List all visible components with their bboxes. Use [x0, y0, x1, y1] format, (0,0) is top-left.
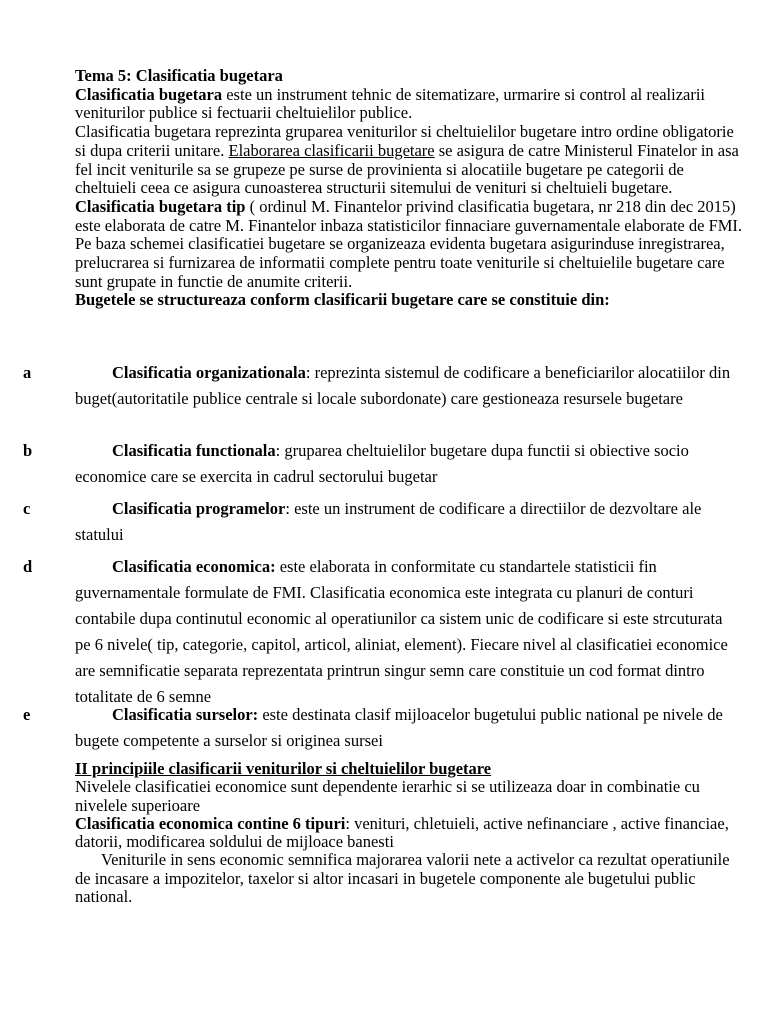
- intro-section: [75, 67, 747, 310]
- list-item-d: [0, 554, 740, 710]
- list-item-text: Clasificatia surselor: este destinata clasif mijloacelor bugetului public national pe nivele de bugete competente a surselor si originea sursei: [75, 705, 723, 750]
- list-letter: a: [23, 363, 32, 382]
- list-item-text: Clasificatia programelor: este un instrument de codificare a directiilor de dezvoltare ale statului: [75, 499, 702, 544]
- list-letter: d: [23, 557, 33, 576]
- list-letter: c: [23, 499, 31, 518]
- list-item-text: Clasificatia organizationala: reprezinta sistemul de codificare a beneficiarilor alocatiilor din buget(autoritatile publice centrale si locale subordonate) care gestioneaza resursele bugetare: [75, 363, 731, 408]
- paragraph-levels: Nivelele clasificatiei economice sunt dependente ierarhic si se utilizeaza doar in combinatie cu nivelele superioare: [75, 777, 700, 815]
- paragraph-type: Clasificatia bugetara tip ( ordinul M. Finantelor privind clasificatia bugetara, nr 218 din dec 2015) este elaborata de catre M. Finantelor inbaza statisticilor finnaciare guvernamentale elaborate de FMI. Pe baza schemei clasificatiei bugetare se organizeaza evidenta bugetara asigurinduse inregistrarea, prelucrarea si furnizarea de informatii complete pentru toate veniturile si cheltuielile bugetare care sunt grupate in functie de anumite criterii.: [75, 196, 743, 291]
- list-letter: b: [23, 441, 33, 460]
- list-item-b: [0, 438, 740, 490]
- list-item-a: [0, 360, 740, 412]
- list-item-text: Clasificatia economica: este elaborata in conformitate cu standartele statisticii fin guvernamentale formulate de FMI. Clasificatia economica este integrata cu planuri de conturi contabile dupa continutul economic al operatiunilor ca sistem unic de codificare si este strcuturata pe 6 nivele( tip, categorie, capitol, articol, aliniat, element). Fiecare nivel al clasificatiei economice are semnificatie separata reprezentata printrun singur semn care constituie un cod format dintro totalitate de 6 semne: [75, 557, 728, 706]
- list-item-e: [0, 702, 740, 754]
- paragraph-grouping: Clasificatia bugetara reprezinta gruparea veniturilor si cheltuielilor bugetare intro ordine obligatorie si dupa criterii unitare. Elaborarea clasificarii bugetare se asigura de catre Ministerul Finatelor in asa fel incit veniturile sa se grupeze pe surse de provinienta si alocatiile bugetare pe categorii de cheltuieli ceea ce asigura cunoasterea structurii sitemului de venituri si cheltuieli bugetare.: [75, 122, 739, 198]
- paragraph-definition: Clasificatia bugetara este un instrument tehnic de sitematizare, urmarire si control al realizarii veniturilor publice si fectuarii cheltuielilor publice.: [75, 84, 706, 123]
- list-letter: e: [23, 705, 31, 724]
- structure-heading: Bugetele se structureaza conform clasificarii bugetare care se constituie din:: [75, 290, 610, 310]
- section-heading: II principiile clasificarii veniturilor si cheltuielilor bugetare: [75, 759, 492, 778]
- paragraph-revenues: Veniturile in sens economic semnifica majorarea valorii nete a activelor ca rezultat operatiunile de incasare a impozitelor, taxelor si altor incasari in bugetele componente ale bugetului public national.: [75, 850, 730, 907]
- principles-section: [75, 760, 747, 906]
- list-item-c: [0, 496, 740, 548]
- list-item-text: Clasificatia functionala: gruparea cheltuielilor bugetare dupa functii si obiective socio economice care se exercita in cadrul sectorului bugetar: [75, 441, 689, 486]
- paragraph-types: Clasificatia economica contine 6 tipuri: venituri, chletuieli, active nefinanciare , active financiae, datorii, modificarea soldului de mijloace banesti: [75, 813, 729, 852]
- page-title: Tema 5: Clasificatia bugetara: [75, 66, 283, 85]
